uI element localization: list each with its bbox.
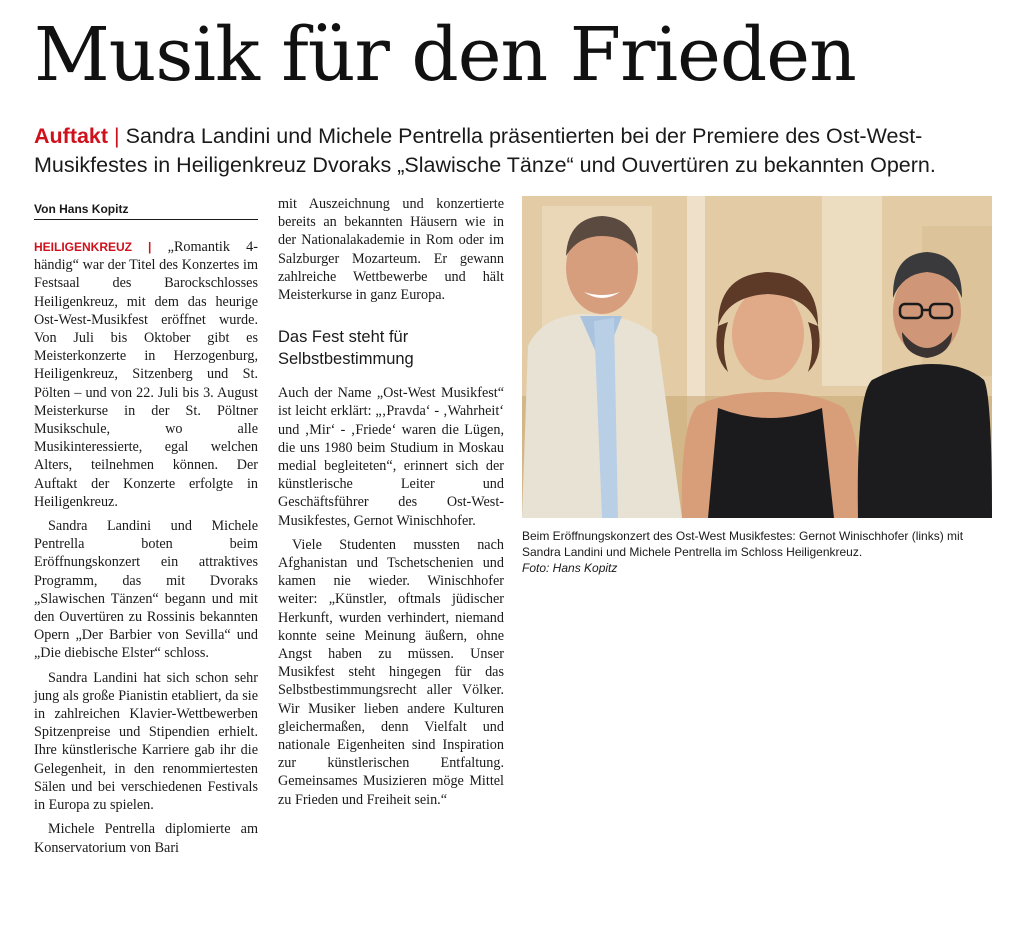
column-1-body	[34, 238, 258, 857]
photo-illustration	[522, 196, 992, 518]
article-column-1	[34, 196, 258, 857]
photo-caption	[522, 528, 992, 576]
paragraph: Viele Studenten mussten nach Afghanistan und Tschetschenien und kamen nie wieder. Winischhofer weiter: „Künstler, oftmals jüdischer Herkunft, wurden verhindert, niemand konnte seine Meinung äußern, ohne Angst haben zu müssen. Unser Musikfest steht hingegen für das Selbstbestimmungsrecht aller Völker. Wir Musiker lieben andere Kulturen gleichermaßen, denn Vielfalt und nationale Eigenheiten sind Inspiration zur künstlerischen Entfaltung. Gemeinsames Musizieren möge Mittel zu Frieden und Freiheit sein.“	[278, 536, 504, 808]
kicker-text: Sandra Landini und Michele Pentrella präsentierten bei der Premiere des Ost-West-Musikfestes in Heiligenkreuz Dvoraks „Slawische Tänze“ und Ouvertüren zu bekannten Opern.	[34, 124, 936, 177]
kicker-separator: |	[114, 124, 120, 148]
paragraph: Sandra Landini und Michele Pentrella boten beim Eröffnungskonzert ein attraktives Programm, das mit Dvoraks „Slawischen Tänzen“ begann und mit den Ouvertüren zu Rossinis bekannten Opern „Der Barbier von Sevilla“ und „Die diebische Elster“ schloss.	[34, 518, 258, 662]
photo-column	[522, 196, 992, 576]
column-2-body-continued	[278, 384, 504, 809]
paragraph	[34, 238, 258, 511]
paragraph: Michele Pentrella diplomierte am Konservatorium von Bari	[34, 821, 258, 856]
photo-credit: Foto: Hans Kopitz	[522, 561, 618, 575]
headline: Musik für den Frieden	[34, 12, 856, 98]
byline: Von Hans Kopitz	[34, 196, 258, 220]
subheading: Das Fest steht für Selbstbestimmung	[278, 328, 414, 369]
paragraph: Auch der Name „Ost-West Musikfest“ ist leicht erklärt: „‚Pravda‘ - ‚Wahrheit‘ und ‚Mir‘ - ‚Friede‘ waren die Lügen, die uns 1980 beim Studium in Moskau medial begleiteten“, erinnert sich der künstlerische Leiter und Geschäftsführer des Ost-West-Musikfestes, Gernot Winischhofer.	[278, 385, 504, 529]
kicker	[34, 122, 994, 180]
article-photo	[522, 196, 992, 518]
dateline: HEILIGENKREUZ |	[34, 240, 152, 254]
paragraph: mit Auszeichnung und konzertierte bereits an bekannten Häusern wie in der Nationalakademie in Rom oder im Salzburger Mozarteum. Er gewann zahlreiche Wettbewerbe und hält Meisterkurse in ganz Europa.	[278, 196, 504, 304]
column-2-body	[278, 195, 504, 304]
kicker-label: Auftakt	[34, 124, 109, 148]
caption-text: Beim Eröffnungskonzert des Ost-West Musikfestes: Gernot Winischhofer (links) mit Sandra Landini und Michele Pentrella im Schloss Heiligenkreuz.	[522, 529, 964, 559]
article-column-2	[278, 196, 504, 809]
paragraph-text: „Romantik 4-händig“ war der Titel des Konzertes im Festsaal des Barockschlosses Heiligenkreuz, mit dem das heurige Ost-West-Musikfest eröffnet wurde. Von Juli bis Oktober gibt es Meisterkonzerte in Herzogenburg, Heiligenkreuz, Sitzenberg und St. Pölten – und von 22. Juli bis 3. August Meisterkurse in der St. Pöltner Musikschule, wo alle Musikinteressierte, egal welchen Alters, teilnehmen können. Der Auftakt der Konzerte erfolgte in Heiligenkreuz.	[34, 239, 259, 510]
paragraph: Sandra Landini hat sich schon sehr jung als große Pianistin etabliert, da sie in zahlreichen Klavier-Wettbewerben Spitzenpreise und Stipendien erhielt. Ihre künstlerische Karriere gab ihr die Gelegenheit, in den renommiertesten Sälen und bei verschiedenen Festivals in Europa zu spielen.	[34, 669, 258, 814]
